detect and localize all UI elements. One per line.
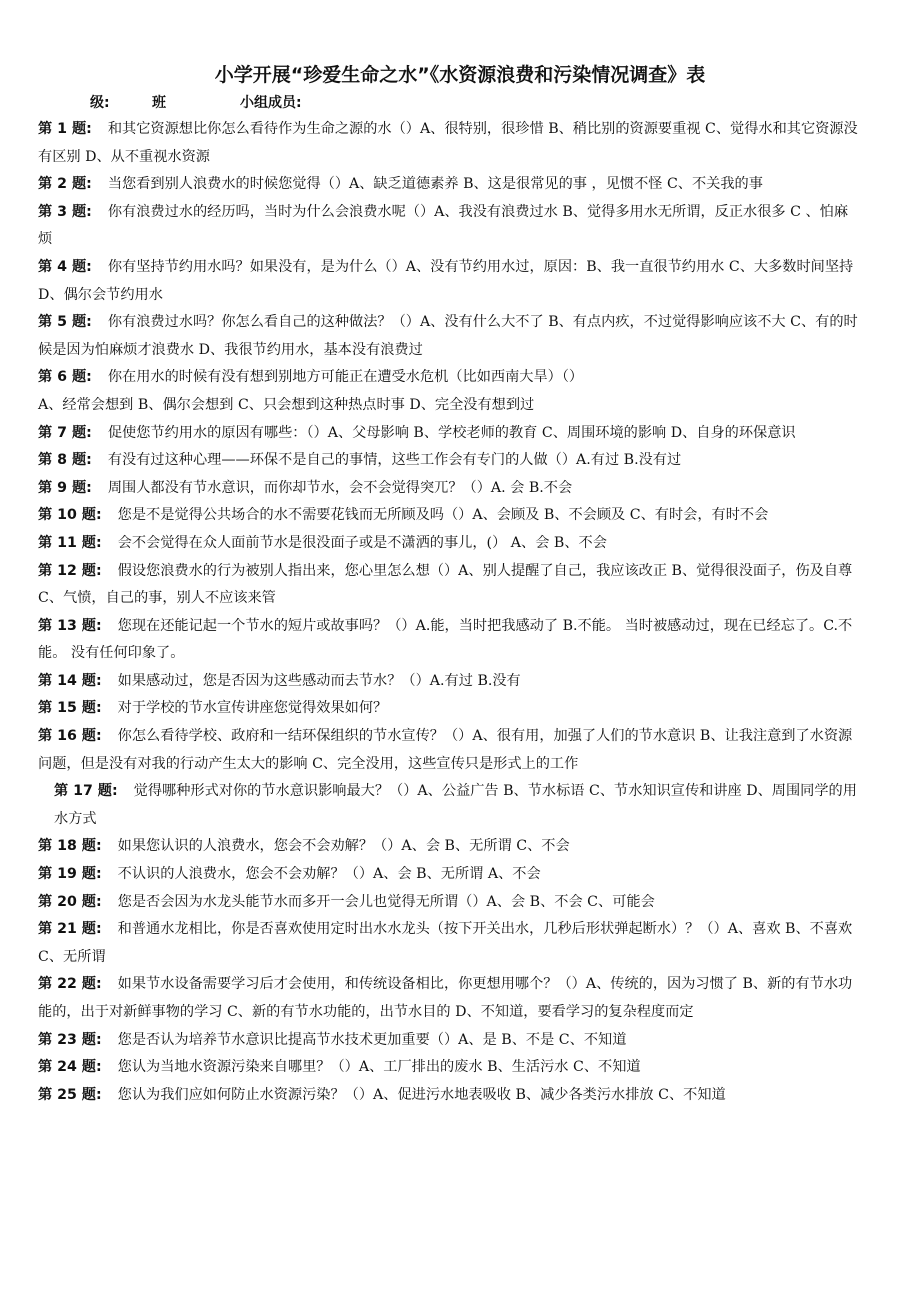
question-text: 觉得哪种形式对你的节水意识影响最大？（）A、公益广告 B、节水标语 C、节水知识宣传和讲座 D、周围同学的用水方式 — [54, 783, 857, 827]
question-item — [38, 364, 862, 392]
question-item — [38, 254, 862, 309]
question-text: 对于学校的节水宣传讲座您觉得效果如何？ — [117, 700, 388, 717]
question-number: 第 17 题: — [54, 783, 118, 800]
question-item — [38, 1027, 862, 1055]
question-number: 第 1 题: — [38, 121, 92, 137]
question-item — [38, 171, 862, 199]
question-text: 你有坚持节约用水吗？如果没有，是为什么（）A、没有节约用水过，原因：B、我一直很节约用水 C、大多数时间坚持 D、偶尔会节约用水 — [38, 258, 854, 303]
question-item — [38, 668, 862, 696]
question-number: 第 7 题: — [38, 424, 92, 441]
question-text: 如果感动过，您是否因为这些感动而去节水？（）A.有过 B.没有 — [117, 672, 521, 689]
question-number: 第 18 题: — [38, 838, 102, 855]
question-number: 第 4 题: — [38, 258, 92, 275]
question-number: 第 19 题: — [38, 866, 102, 883]
question-item — [38, 1054, 862, 1082]
question-item — [38, 613, 862, 668]
question-text: 周围人都没有节水意识，而你却节水，会不会觉得突兀？（）A. 会 B.不会 — [107, 479, 573, 496]
question-text: 不认识的人浪费水，您会不会劝解？（）A、会 B、无所谓 A、不会 — [117, 866, 541, 883]
question-text: 会不会觉得在众人面前节水是很没面子或是不潇洒的事儿，(） A、会 B、不会 — [117, 534, 607, 551]
grade-label: 级: — [90, 95, 110, 111]
question-text: 您是否认为培养节水意识比提高节水技术更加重要（）A、是 B、不是 C、不知道 — [117, 1031, 627, 1048]
question-item — [38, 861, 862, 889]
header-fields — [38, 92, 862, 114]
question-text: 您是否会因为水龙头能节水而多开一会儿也觉得无所谓（）A、会 B、不会 C、可能会 — [117, 893, 655, 910]
question-number: 第 15 题: — [38, 700, 102, 717]
class-label: 班 — [152, 95, 166, 111]
question-text: 假设您浪费水的行为被别人指出来，您心里怎么想（）A、别人提醒了自己，我应该改正 B、觉得很没面子，伤及自尊 C、气愤，自己的事，别人不应该来管 — [38, 562, 853, 607]
question-item — [38, 309, 862, 364]
question-number: 第 23 题: — [38, 1031, 102, 1048]
question-number: 第 6 题: — [38, 369, 92, 386]
question-item — [38, 778, 862, 833]
question-item — [38, 199, 862, 254]
question-item — [38, 116, 862, 171]
question-text: 您现在还能记起一个节水的短片或故事吗？（）A.能，当时把我感动了 B.不能。 当时被感动过，现在已经忘了。C.不能。 没有任何印象了。 — [38, 617, 853, 662]
question-text: 您认为我们应如何防止水资源污染？（）A、促进污水地表吸收 B、减少各类污水排放 C、不知道 — [117, 1086, 726, 1103]
question-item — [38, 530, 862, 558]
question-item — [38, 695, 862, 723]
question-number: 第 14 题: — [38, 672, 102, 689]
question-number: 第 9 题: — [38, 479, 92, 496]
question-number: 第 24 题: — [38, 1059, 102, 1076]
question-item — [38, 889, 862, 917]
question-number: 第 2 题: — [38, 176, 92, 193]
question-text: 当您看到别人浪费水的时候您觉得（）A、缺乏道德素养 B、这是很常见的事 ，见惯不怪 C、不关我的事 — [107, 176, 763, 193]
question-number: 第 8 题: — [38, 452, 92, 469]
question-text: 你有浪费过水的经历吗，当时为什么会浪费水呢（）A、我没有浪费过水 B、觉得多用水无所谓，反正水很多 C 、怕麻烦 — [38, 203, 849, 248]
question-text: 您认为当地水资源污染来自哪里？（）A、工厂排出的废水 B、生活污水 C、不知道 — [117, 1059, 641, 1076]
question-item — [38, 723, 862, 778]
question-number: 第 5 题: — [38, 314, 92, 331]
question-number: 第 12 题: — [38, 562, 102, 579]
question-text: 你在用水的时候有没有想到别地方可能正在遭受水危机（比如西南大旱）（） — [107, 369, 584, 386]
question-number: 第 10 题: — [38, 507, 102, 524]
question-item — [38, 420, 862, 448]
question-text: 如果节水设备需要学习后才会使用，和传统设备相比，你更想用哪个？（）A、传统的，因为习惯了 B、新的有节水功能的，出于对新鲜事物的学习 C、新的有节水功能的，出节水目的 D、不知道，要看学习的复杂程度而定 — [38, 976, 853, 1020]
members-label: 小组成员: — [240, 95, 302, 111]
question-item — [38, 558, 862, 613]
question-number: 第 11 题: — [38, 534, 102, 551]
question-text: 您是不是觉得公共场合的水不需要花钱而无所顾及吗（）A、会顾及 B、不会顾及 C、有时会，有时不会 — [117, 507, 769, 524]
question-text: 和普通水龙相比，你是否喜欢使用定时出水水龙头（按下开关出水，几秒后形状弹起断水）？（）A、喜欢 B、不喜欢 C、无所谓 — [38, 921, 853, 965]
question-list — [38, 116, 862, 1109]
question-number: 第 25 题: — [38, 1086, 102, 1103]
question-number: 第 13 题: — [38, 617, 102, 634]
question-text: 你有浪费过水吗？你怎么看自己的这种做法？（）A、没有什么大不了 B、有点内疚，不过觉得影响应该不大 C、有的时候是因为怕麻烦才浪费水 D、我很节约用水，基本没有浪费过 — [38, 314, 858, 358]
question-options-line: A、经常会想到 B、偶尔会想到 C、只会想到这种热点时事 D、完全没有想到过 — [38, 396, 535, 413]
question-text: 有没有过这种心理——环保不是自己的事情，这些工作会有专门的人做（）A.有过 B.没有过 — [107, 452, 682, 469]
document-title: 小学开展“珍爱生命之水”《水资源浪费和污染情况调查》表 — [214, 64, 706, 86]
question-item — [38, 502, 862, 530]
question-item — [38, 475, 862, 503]
question-item — [38, 833, 862, 861]
question-item — [38, 971, 862, 1026]
question-text: 和其它资源想比你怎么看待作为生命之源的水（）A、很特别，很珍惜 B、稍比别的资源要重视 C、觉得水和其它资源没有区别 D、从不重视水资源 — [38, 121, 858, 165]
question-item — [38, 1082, 862, 1110]
question-number: 第 16 题: — [38, 728, 102, 745]
question-number: 第 20 题: — [38, 893, 102, 910]
question-text: 如果您认识的人浪费水，您会不会劝解？（）A、会 B、无所谓 C、不会 — [117, 838, 570, 855]
question-number: 第 21 题: — [38, 921, 102, 938]
question-text: 你怎么看待学校、政府和一结环保组织的节水宣传？（）A、很有用，加强了人们的节水意识 B、让我注意到了水资源问题，但是没有对我的行动产生太大的影响 C、完全没用，这些宣传只是形式上的工作 — [38, 728, 853, 772]
question-number: 第 22 题: — [38, 976, 102, 993]
question-text: 促使您节约用水的原因有哪些：（）A、父母影响 B、学校老师的教育 C、周围环境的影响 D、自身的环保意识 — [107, 424, 796, 441]
question-item — [38, 447, 862, 475]
question-item — [38, 916, 862, 971]
question-number: 第 3 题: — [38, 203, 92, 220]
